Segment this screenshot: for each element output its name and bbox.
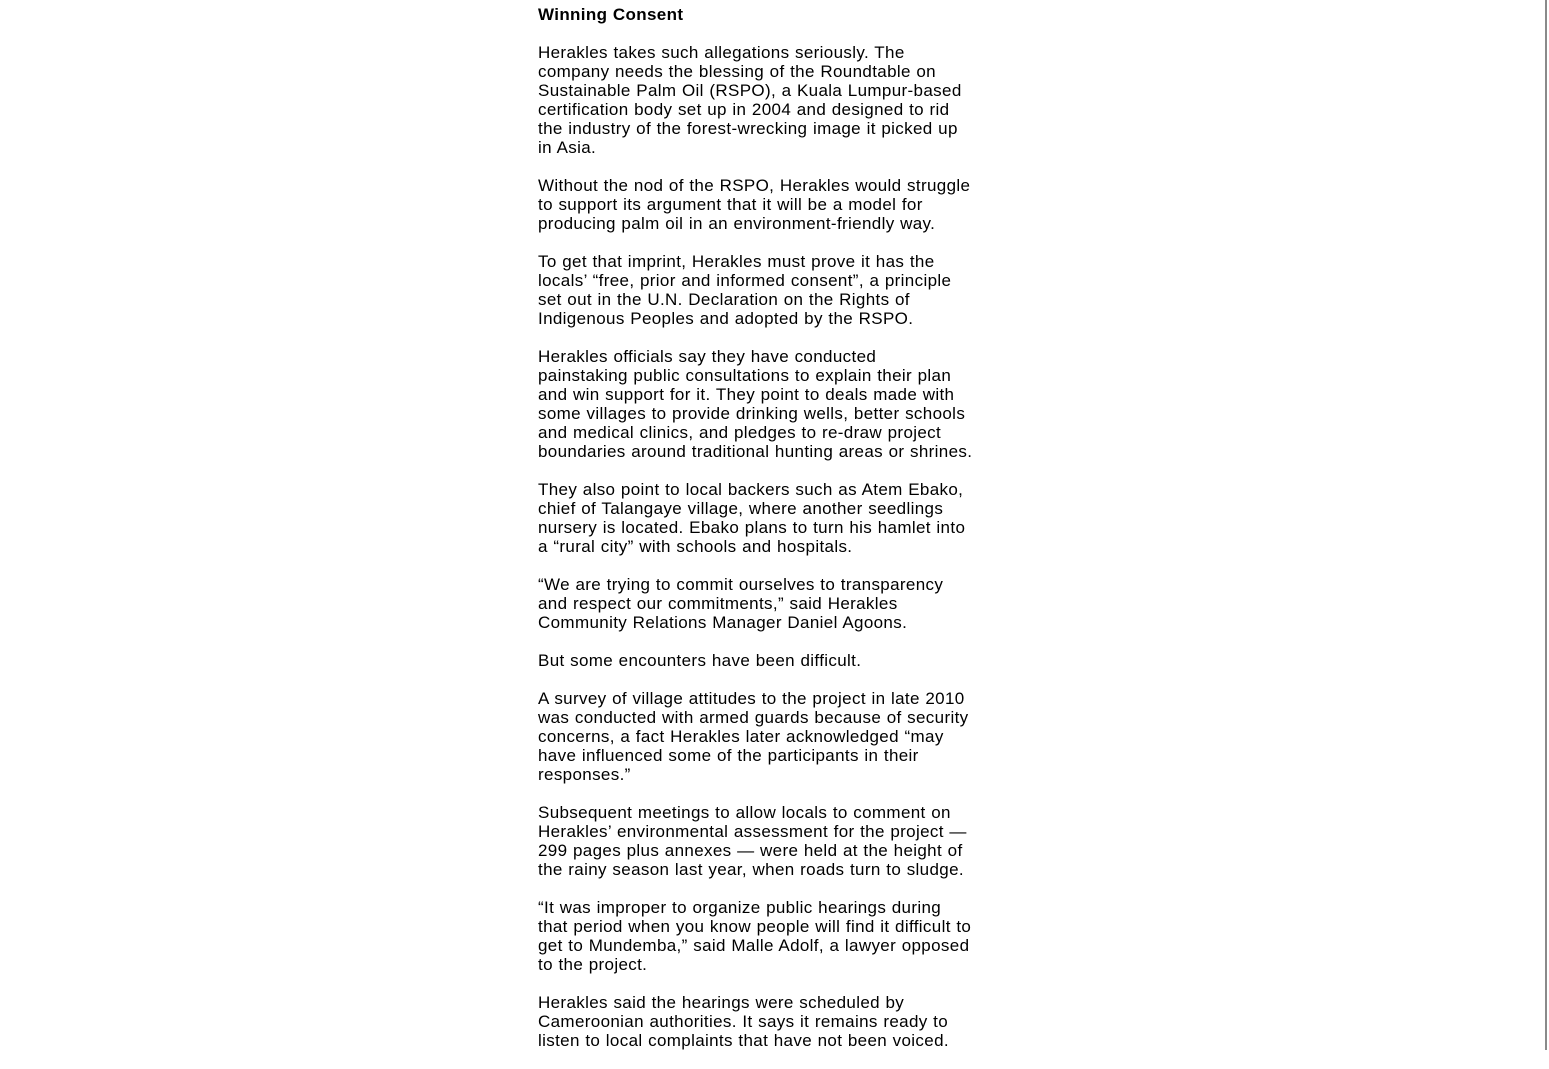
text-line: get to Mundemba,” said Malle Adolf, a lawyer opposed	[538, 936, 970, 955]
paragraph-1	[538, 43, 1048, 157]
text-line: and respect our commitments,” said Herakles	[538, 594, 898, 613]
section-heading: Winning Consent	[538, 5, 684, 24]
paragraph-5	[538, 480, 1048, 556]
paragraph-11	[538, 993, 1048, 1050]
text-line: company needs the blessing of the Roundtable on	[538, 62, 936, 81]
text-line: Herakles said the hearings were scheduled by	[538, 993, 905, 1012]
text-line: locals’ “free, prior and informed consent”, a principle	[538, 271, 952, 290]
article-body	[538, 5, 1048, 1069]
text-line: “We are trying to commit ourselves to transparency	[538, 575, 944, 594]
text-line: chief of Talangaye village, where another seedlings	[538, 499, 944, 518]
text-line: Herakles’ environmental assessment for the project —	[538, 822, 967, 841]
text-line: Subsequent meetings to allow locals to comment on	[538, 803, 951, 822]
text-line: Community Relations Manager Daniel Agoons.	[538, 613, 908, 632]
text-line: to the project.	[538, 955, 648, 974]
text-line: some villages to provide drinking wells, better schools	[538, 404, 966, 423]
text-line: a “rural city” with schools and hospitals.	[538, 537, 853, 556]
text-line: and win support for it. They point to deals made with	[538, 385, 955, 404]
paragraph-3	[538, 252, 1048, 328]
paragraph-10	[538, 898, 1048, 974]
text-line: They also point to local backers such as Atem Ebako,	[538, 480, 964, 499]
text-line: certification body set up in 2004 and designed to rid	[538, 100, 950, 119]
text-line: Sustainable Palm Oil (RSPO), a Kuala Lumpur-based	[538, 81, 962, 100]
text-line: nursery is located. Ebako plans to turn his hamlet into	[538, 518, 966, 537]
text-line: and medical clinics, and pledges to re-draw project	[538, 423, 942, 442]
text-line: have influenced some of the participants in their	[538, 746, 919, 765]
text-line: Herakles takes such allegations seriously. The	[538, 43, 905, 62]
paragraph-2	[538, 176, 1048, 233]
text-line: was conducted with armed guards because of security	[538, 708, 969, 727]
text-line: producing palm oil in an environment-friendly way.	[538, 214, 936, 233]
paragraph-9	[538, 803, 1048, 879]
page-edge-divider	[1545, 0, 1547, 1050]
text-line: that period when you know people will find it difficult to	[538, 917, 972, 936]
paragraph-8	[538, 689, 1048, 784]
paragraph-7	[538, 651, 1048, 670]
paragraph-4	[538, 347, 1048, 461]
text-line: the industry of the forest-wrecking image it picked up	[538, 119, 958, 138]
text-line: painstaking public consultations to explain their plan	[538, 366, 952, 385]
text-line: to support its argument that it will be a model for	[538, 195, 923, 214]
text-line: boundaries around traditional hunting areas or shrines.	[538, 442, 973, 461]
text-line: in Asia.	[538, 138, 597, 157]
text-line: set out in the U.N. Declaration on the Rights of	[538, 290, 910, 309]
text-line: the rainy season last year, when roads turn to sludge.	[538, 860, 964, 879]
text-line: But some encounters have been difficult.	[538, 651, 862, 670]
text-line: Herakles officials say they have conducted	[538, 347, 877, 366]
text-line: “It was improper to organize public hearings during	[538, 898, 942, 917]
text-line: Indigenous Peoples and adopted by the RSPO.	[538, 309, 914, 328]
paragraph-6	[538, 575, 1048, 632]
text-line: A survey of village attitudes to the project in late 2010	[538, 689, 965, 708]
text-line: 299 pages plus annexes — were held at the height of	[538, 841, 963, 860]
text-line: concerns, a fact Herakles later acknowledged “may	[538, 727, 944, 746]
text-line: Without the nod of the RSPO, Herakles would struggle	[538, 176, 971, 195]
text-line: responses.”	[538, 765, 631, 784]
text-line: To get that imprint, Herakles must prove it has the	[538, 252, 935, 271]
text-line: Cameroonian authorities. It says it remains ready to	[538, 1012, 949, 1031]
text-line: listen to local complaints that have not been voiced.	[538, 1031, 949, 1050]
